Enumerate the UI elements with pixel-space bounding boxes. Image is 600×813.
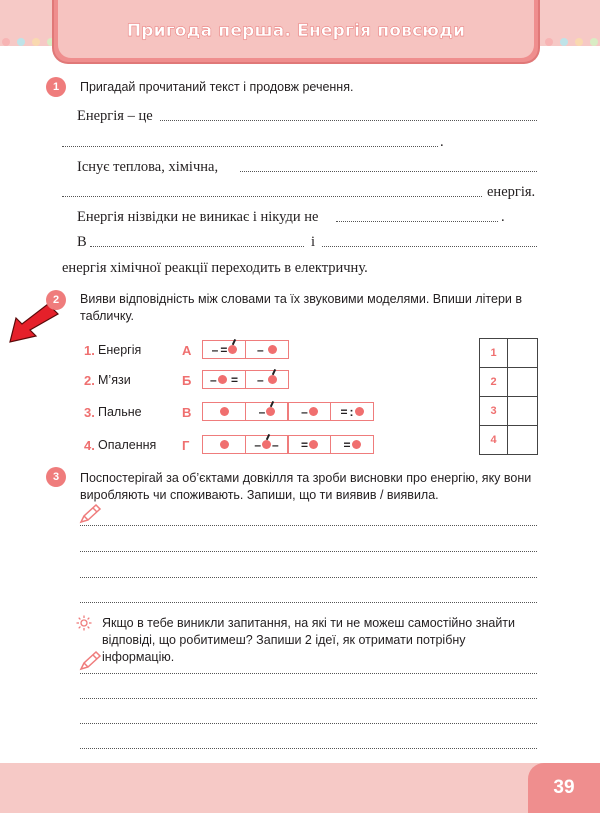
page-number-tab <box>528 763 600 813</box>
answer-line[interactable] <box>80 698 537 699</box>
answer-line[interactable] <box>240 171 537 172</box>
answer-table-number: 4 <box>480 426 508 455</box>
word-number: 2. <box>84 372 95 388</box>
answer-line[interactable] <box>90 246 304 247</box>
answer-table-number: 1 <box>480 339 508 368</box>
answer-cell[interactable] <box>508 397 538 426</box>
task-1-marker: 1 <box>46 77 66 97</box>
answer-line[interactable] <box>80 577 537 578</box>
sound-model-a: – = – <box>202 340 287 359</box>
task-2-instruction: Вияви відповідність між словами та їх звуковими моделями. Впиши літери в табличку. <box>80 292 523 323</box>
decorative-dots-right <box>545 38 600 48</box>
task-1-line4-end: енергія. <box>487 184 536 200</box>
model-letter: А <box>182 343 192 358</box>
word-row <box>84 435 156 455</box>
title-tab <box>52 0 540 64</box>
model-letter: Б <box>182 373 192 388</box>
task-1-line6-start: В <box>77 234 87 250</box>
task-1-line6-mid: і <box>311 234 316 250</box>
word-text: М’язи <box>98 372 131 387</box>
word-number: 1. <box>84 342 95 358</box>
sound-model-d: – – = = <box>202 435 372 454</box>
model-letter: В <box>182 405 192 420</box>
answer-cell[interactable] <box>508 426 538 455</box>
answer-line[interactable] <box>322 246 537 247</box>
answer-line[interactable] <box>80 723 537 724</box>
answer-line[interactable] <box>80 551 537 552</box>
answer-table-number: 3 <box>480 397 508 426</box>
answer-line[interactable] <box>62 146 438 147</box>
task-3-marker: 3 <box>46 467 66 487</box>
model-letter: Г <box>182 438 190 453</box>
answer-table <box>479 338 538 455</box>
footer-band <box>0 763 600 813</box>
page-title: Пригода перша. Енергія повсюди <box>126 21 466 41</box>
word-text: Енергія <box>98 342 142 357</box>
sound-model-c: – – = : <box>202 402 372 421</box>
pencil-icon <box>78 503 102 525</box>
answer-line[interactable] <box>336 221 498 222</box>
answer-line[interactable] <box>80 525 537 526</box>
answer-line[interactable] <box>160 120 537 121</box>
word-number: 3. <box>84 404 95 420</box>
task-1-line3-text: Існує теплова, хімічна, <box>77 159 219 175</box>
task-1-line1-text: Енергія – це <box>77 108 153 124</box>
task-3-extra-question: Якщо в тебе виникли запитання, на які ти не можеш самостійно знайти відповіді, що робитимеш? Запиши 2 ідеї, як отримати потрібну інформацію. <box>102 616 516 664</box>
answer-table-number: 2 <box>480 368 508 397</box>
sun-icon <box>76 615 92 631</box>
answer-cell[interactable] <box>508 339 538 368</box>
word-row <box>84 402 142 422</box>
task-1-line2-end: . <box>440 134 444 150</box>
task-2-marker: 2 <box>46 290 66 310</box>
answer-line[interactable] <box>62 196 482 197</box>
task-1-instruction: Пригадай прочитаний текст і продовж речення. <box>80 80 354 94</box>
word-number: 4. <box>84 437 95 453</box>
task-1-line7-text: енергія хімічної реакції переходить в електричну. <box>62 260 368 276</box>
page-number: 39 <box>553 777 575 798</box>
word-row <box>84 340 141 360</box>
task-1-line5-text: Енергія нізвідки не виникає і нікуди не <box>77 209 319 225</box>
answer-line[interactable] <box>80 602 537 603</box>
answer-line[interactable] <box>80 673 537 674</box>
sound-model-b: – = – <box>202 370 287 389</box>
task-1-line5-end: . <box>501 209 505 225</box>
word-row <box>84 370 131 390</box>
answer-line[interactable] <box>80 748 537 749</box>
pencil-icon <box>78 650 102 672</box>
answer-cell[interactable] <box>508 368 538 397</box>
word-text: Пальне <box>98 404 142 419</box>
word-text: Опалення <box>98 437 157 452</box>
task-3-instruction: Поспостерігай за об’єктами довкілля та зроби висновки про енергію, яку вони виробляють чи споживають. Запиши, що ти виявив / виявила. <box>80 471 532 502</box>
